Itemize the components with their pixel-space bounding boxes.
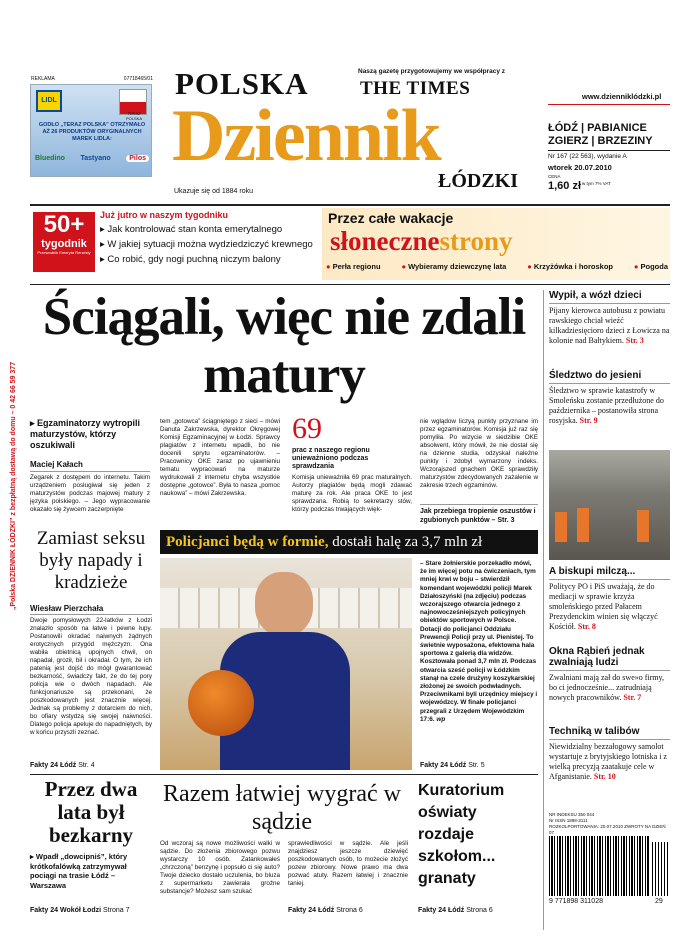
issue-date: wtorek 20.07.2010: [548, 163, 612, 172]
bottom-left-ref[interactable]: Fakty 24 Wokół Łodzi Strona 7: [30, 907, 130, 914]
ad-label: REKLAMA: [31, 76, 55, 82]
main-col4: nie wglądow liczyą punkty przyznane im przez egzaminatorów. Komisja już raz się pomyliła. Po wizycie w siedzibie OKE absolwent, który mówił, że nie dostał się na dzienne studia, odzyskał należne punkty i zdobył wymarzony indeks. Wczorajszed gnachem OKE sprawdziły maturzystów zdecydowanych zażalenie w zakresie trzech egzaminów.: [420, 418, 538, 489]
teraz-polska-logo: [119, 89, 147, 121]
the-times-logo: THE TIMES: [360, 78, 471, 99]
zamiast-ref[interactable]: Fakty 24 Łódź Str. 4: [30, 762, 95, 769]
sidebar-photo: [549, 450, 670, 560]
main-col2: tem „gotowca” ściągniętego z sieci – mówi Danuta Zakrzewska, dyrektor Okręgowej Komisji Egzaminacyjnej w Łodzi. Sprawcy plagiatów z internetu wpadli, bo nie docenili sprytu egzaminatorów. – Pracownicy OKE zaraz po ujawnieniu tematu wypracowań na maturze wydrukowali z internetu chyba wszystkie dostępne „gotowce”. Była to nasza „pomoc naukowa” – mówi Zakrzewska.: [160, 418, 280, 497]
barcode: [549, 836, 649, 896]
zamiast-body: Dwoje pomysłowych 22-latków z Łodzi znalazło sposób na łatwe i pewne łupy. Postanowili okradać naiwnych żądnych erotycznych przygód mężczyzn. Ona wabiła obietnicą upojnych chwil, on napadał, groził, bił i okradał. O tym, że ich patenią jest dojść do mógł gwarantować bezkarność, świadczy fakt, że do tej pory policja wie o dwóch napadach. Ale funkcjonariusze są przekonani, że poszkodowanych jest znacznie więcej. Jednak są problemy z dotarciem do nich, bo ofiary wstydzą się swojej naiwności. Dlatego policja apeluje do napadniętych, by w końcu przyszli zeznać.: [30, 617, 152, 736]
promo-left-list: [100, 222, 320, 267]
city-4: BRZEZINY: [597, 135, 653, 147]
since-text: Ukazuje się od 1884 roku: [174, 188, 253, 195]
brand-2: Tastyano: [80, 155, 111, 162]
side-strip: „Polska DZIENNIK ŁÓDZKI” z bezpłatną dostawą do domu – 0 42 66 59 377: [10, 361, 17, 611]
promo-tags: [326, 262, 668, 271]
title-part2: strony: [439, 226, 513, 256]
main-kicker: ▸ Egzaminatorzy wytropili maturzystów, którzy oszukiwali: [30, 418, 150, 451]
tygodnik-badge[interactable]: [33, 212, 95, 272]
website[interactable]: www.dzienniklódzki.pl: [582, 92, 662, 101]
teraz-polska-label: TERAZ POLSKA: [125, 111, 142, 121]
police-ref[interactable]: Fakty 24 Łódź Str. 5: [420, 762, 485, 769]
main-col3: Komisja unieważniła 69 prac maturalnych. Autorzy plagiatów będą mogli zdawać maturę za rok. Ale praca OKE to jest sprawdzana. Robią to sekretarzy stów, którzy podczas trwających więk-: [292, 474, 412, 513]
big-number: 69: [292, 412, 322, 445]
sidebar-item[interactable]: A biskupi milczą... Politycy PO i PiS uważają, że do mediacji w sprawie krzyża smoleńskiego przed Pałacem Prezydenckim winien się włączyć Kościół. Str. 8: [549, 566, 670, 646]
wakacje-promo[interactable]: [322, 208, 670, 280]
bottom-mid-col1: Od wczoraj są nowe możliwości walki w sądzie. Do złożenia zbiorowego pozwu wystarczy 10 osób. Zatankowałeś „chrzczoną” benzynę i popsuło ci się auto? Twoje dziecko dostało uczulenia, bo bluza z supermarketu zawierała groźne substancje? Możesz sam szukać: [160, 840, 280, 895]
bottom-mid-col2: sprawiedliwości w sądzie. Ale jeśli znajdziesz jeszcze dziewięć poszkodowanych osób, to możecie złożyć pozew zbiorowy. Nowe prawo ma dwa pozwać atuty. Razem łatwiej i znacznie taniej.: [288, 840, 408, 887]
promo-item[interactable]: ▸ Co robić, gdy nogi puchną niczym balony: [100, 252, 320, 267]
barcode-number: 9 771898 311028: [549, 898, 603, 905]
partner-text: Naszą gazetę przygotowujemy we współpracy z: [358, 68, 506, 75]
police-body: – Stare żołnierskie porzekadło mówi, że im więcej potu na ćwiczeniach, tym mniej krwi w boju – stwierdził komendant wojewódzki policji Marek Działoszyński (na zdjęciu) podczas wczorajszego otwarcia jednego z najnowocześniejszych policyjnych obiektów sportowych w Polsce. Dotacji do policjanci Oddziału Prewencji Policji przy ul. Pienistej. To świetnie wyposażona, efektowna hala sportowa z galerią dla widzów. Kosztowała ponad 3,7 mln zł. Podczas otwarcia sześć policji w Łódzkim stanął na czele drużyny koszykarskiej złożonej ze swoich podwładnych. Przeciwnikami byli urzędnicy miejscy i wojewódzcy. W finałe policjanci przegrali z Urzędem Wojewódzkim 17:6. wp: [420, 560, 538, 723]
price-label: CENA: [548, 174, 561, 179]
promo-tag[interactable]: ● Pogoda: [633, 262, 668, 271]
promo-item[interactable]: ▸ W jakiej sytuacji można wydziedziczyć krewnego: [100, 237, 320, 252]
city-1: ŁÓDŹ: [548, 122, 578, 134]
city-3: ZGIERZ: [548, 135, 589, 147]
brand-1: Bluedino: [35, 155, 65, 162]
police-headline-bold: Policjanci będą w formie,: [166, 534, 329, 550]
zamiast-author: Wiesław Pierzchała: [30, 604, 104, 613]
bottom-left-headline[interactable]: Przez dwa lata był bezkarny: [44, 777, 138, 847]
city-2: PABIANICE: [587, 122, 647, 134]
badge-word: tygodnik: [41, 238, 87, 250]
sidebar-item[interactable]: Śledztwo do jesieni Śledztwo w sprawie katastrofy w Smoleńsku zostanie przedłużone do października – postanowiła strona rosyjska. Str. 9: [549, 370, 670, 450]
main-headline[interactable]: Ściągali, więc nie zdali matury: [42, 288, 526, 404]
price: 1,60 zł: [548, 180, 582, 192]
masthead-polska: POLSKA: [175, 66, 309, 101]
ad-code: 07718465/01: [123, 76, 153, 82]
number-caption: prac z naszego regionu unieważniono podczas sprawdzania: [292, 447, 370, 470]
bottom-right-ref[interactable]: Fakty 24 Łódź Strona 6: [418, 907, 493, 914]
promo-left-heading: Już jutro w naszym tygodniku: [100, 210, 229, 220]
promo-tag[interactable]: ● Wybieramy dziewczynę lata: [401, 262, 507, 271]
top-ad[interactable]: [30, 76, 153, 177]
promo-tag[interactable]: ● Krzyżówka i horoskop: [527, 262, 613, 271]
sidebar-item[interactable]: Wypił, a wózł dzieci Pijany kierowca autobusu z powiatu rawskiego chciał wieźć kilkadziesięcioro dzieci z Łowicza na kolonie nad Bałtykiem. Str. 3: [549, 290, 670, 345]
sidebar-item[interactable]: Okna Rąbień jednak zwalniają ludzi Zwalniani mają zał do swe»o firmy, bo ci jednocześnie... zatrudniają nowych pracowników. Str. 7: [549, 646, 670, 726]
main-see-more[interactable]: Jak przebiega tropienie oszustów i zgubionych punktów – Str. 3: [420, 504, 538, 525]
police-photo: [160, 558, 412, 770]
cities: ŁÓDŹ | PABIANICE ZGIERZ | BRZEZINY: [548, 122, 653, 147]
ad-brands: [35, 155, 149, 162]
bottom-right-headline[interactable]: Kuratorium oświaty rozdaje szkołom... granaty: [418, 782, 505, 887]
badge-number: 50+: [43, 211, 85, 238]
promo-right-title: [330, 226, 513, 257]
barcode-issue: 29: [655, 898, 663, 905]
bottom-mid-headline[interactable]: Razem łatwiej wygrać w sądzie: [163, 781, 401, 835]
promo-right-heading: Przez całe wakacje: [328, 210, 454, 226]
promo-item[interactable]: ▸ Jak kontrolować stan konta emerytalnego: [100, 222, 320, 237]
issue-number: Nr 167 (22 563), wydanie A: [548, 153, 627, 160]
ad-text: GODŁO „TERAZ POLSKA” OTRZYMAŁO AŻ 26 PRODUKTÓW ORYGINALNYCH MAREK LIDLA:: [38, 122, 146, 142]
sidebar: [549, 290, 670, 806]
badge-tag: Przewodnik Emeryta Rencisty: [37, 250, 91, 255]
zamiast-headline[interactable]: Zamiast seksu były napady i kradzieże: [36, 528, 146, 593]
masthead-subtitle: ŁÓDZKI: [438, 170, 519, 192]
police-headline-bar[interactable]: [160, 530, 538, 554]
police-headline-rest: dostałi halę za 3,7 mln zł: [328, 534, 483, 550]
sidebar-item[interactable]: Techniką w talibów Niewidzialny bezzałogowy samolot wystartuje z brytyjskiego lotniska i z wielką precyzją zaatakuje cele w Afganistanie. Str. 10: [549, 726, 670, 806]
main-col1: Zegarek z dostępem do internetu. Takim urządzeniem posługiwał się jeden z maturzystów podczas majowej matury z języka polskiego. – Jego wypracowanie okazało się żywcem zaczerpnięte: [30, 474, 150, 513]
main-author: Maciej Kałach: [30, 460, 83, 469]
bottom-left-kicker: ▸ Wpadł „dowcipniś”, który krótkofalówką zatrzymywał pociągi na trasie Łódź – Warszawa: [30, 852, 152, 890]
lidl-logo: LIDL: [36, 90, 62, 112]
masthead-title: Dziennik: [172, 95, 440, 177]
brand-3: Pilos: [126, 155, 149, 162]
bottom-mid-ref[interactable]: Fakty 24 Łódź Strona 6: [288, 907, 363, 914]
title-part1: słoneczne: [330, 226, 440, 256]
price-note: w tym 7% VAT: [582, 181, 611, 186]
barcode-info: NR INDEKSU 350 044 Nr ISSN 1898-3111 ROZKOLPORTOWANIA: 20.07.2010 ZWROTY NA DZIEŃ 07: [549, 812, 666, 835]
barcode-addon: [652, 842, 670, 896]
promo-tag[interactable]: ● Perła regionu: [326, 262, 381, 271]
